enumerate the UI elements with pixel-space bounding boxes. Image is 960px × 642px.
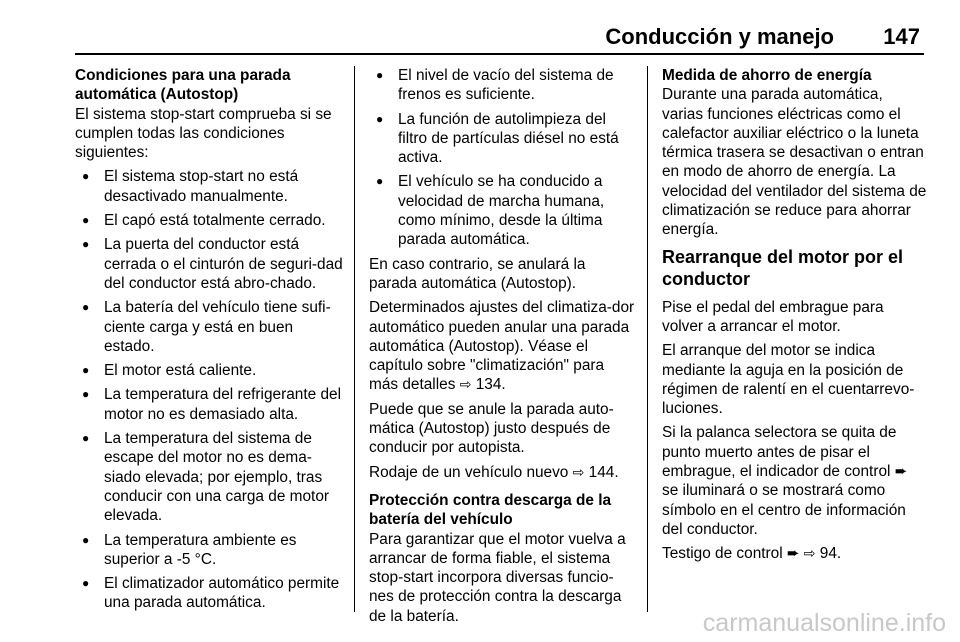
paragraph <box>662 544 927 563</box>
list-item: ● La puerta del conductor está cerrada o el cinturón de seguri-dad del conductor está abro-chado. <box>75 235 345 293</box>
list-item: ● El capó está totalmente cerrado. <box>75 211 345 230</box>
header-rule <box>75 53 924 55</box>
paragraph: El arranque del motor se indica mediante la aguja en la posición de régimen de ralentí en el cuentarrevo-luciones. <box>662 342 915 418</box>
page-header <box>75 22 924 56</box>
autostop-control-indicator-icon: ➨ <box>786 545 800 563</box>
subsection-heading: Rearranque del motor por el conductor <box>662 246 904 289</box>
paragraph <box>369 298 637 394</box>
column-divider <box>354 66 355 612</box>
condition-list <box>75 167 345 612</box>
paragraph <box>369 463 637 482</box>
paragraph: El sistema stop-start comprueba si se cumplen todas las condiciones siguientes: <box>75 105 332 162</box>
paragraph-text: se iluminará o se mostrará como símbolo en el centro de información del conductor. <box>662 482 906 538</box>
paragraph-text: Testigo de control <box>662 545 783 563</box>
column-right <box>662 66 927 569</box>
paragraph-text: Determinados ajustes del climatiza-dor automático pueden anular una parada automática (Autostop). Véase el capítulo sobre "climatización" para más detalles <box>369 299 635 394</box>
condition-list <box>369 66 637 250</box>
page-reference[interactable]: 134. <box>475 376 506 394</box>
paragraph: En caso contrario, se anulará la parada automática (Autostop). <box>369 255 586 292</box>
page-title: Conducción y manejo <box>605 24 834 49</box>
page-reference-arrow-icon: ⇨ <box>803 545 816 562</box>
column-left <box>75 66 345 618</box>
section-heading: Condiciones para una parada automática (Autostop) <box>75 67 291 104</box>
list-item: ● La función de autolimpieza del filtro de partículas diésel no está activa. <box>369 110 637 168</box>
list-item: ● El nivel de vacío del sistema de frenos es suficiente. <box>369 66 637 105</box>
list-item: ● El vehículo se ha conducido a velocidad de marcha humana, como mínimo, desde la última parada automática. <box>369 172 637 249</box>
autostop-control-indicator-icon: ➨ <box>894 463 908 481</box>
list-item: ● La batería del vehículo tiene sufi-ciente carga y está en buen estado. <box>75 298 345 356</box>
page-reference-arrow-icon: ⇨ <box>459 376 472 393</box>
paragraph: Para garantizar que el motor vuelva a arrancar de forma fiable, el sistema stop-start incorpora diversas funcio-nes de protección contra la descarga de la batería. <box>369 530 626 625</box>
page-reference-arrow-icon: ⇨ <box>572 463 585 480</box>
list-item: ● El sistema stop-start no está desactivado manualmente. <box>75 167 345 206</box>
column-divider <box>647 66 648 612</box>
watermark: carmanualsonline.info <box>702 609 946 637</box>
list-item: ● La temperatura del refrigerante del motor no es demasiado alta. <box>75 385 345 424</box>
page-number: 147 <box>883 24 920 49</box>
paragraph: Puede que se anule la parada auto-mática (Autostop) justo después de conducir por autopista. <box>369 400 614 457</box>
paragraph: Pise el pedal del embrague para volver a arrancar el motor. <box>662 298 884 335</box>
list-item: ● El climatizador automático permite una parada automática. <box>75 574 345 613</box>
column-middle <box>369 66 637 631</box>
list-item: ● El motor está caliente. <box>75 361 345 380</box>
paragraph <box>662 423 927 539</box>
paragraph: Durante una parada automática, varias funciones eléctricas como el calefactor auxiliar eléctrico o la luneta térmica trasera se desactivan o entran en modo de ahorro de energía. La velocidad del ventilador del sistema de climatización se reduce para ahorrar energía. <box>662 86 927 239</box>
paragraph-text: Si la palanca selectora se quita de punto muerto antes de pisar el embrague, el indicador de control <box>662 424 897 481</box>
section-heading: Medida de ahorro de energía <box>662 67 872 84</box>
section-heading: Protección contra descarga de la batería del vehículo <box>369 491 612 529</box>
list-item: ● La temperatura del sistema de escape del motor no es dema-siado elevada; por ejemplo, tras conducir con una carga de motor elevada. <box>75 429 345 525</box>
page-reference[interactable]: 144. <box>588 463 619 481</box>
list-item: ● La temperatura ambiente es superior a -5 °C. <box>75 531 345 570</box>
page-reference[interactable]: 94. <box>819 545 842 563</box>
paragraph-text: Rodaje de un vehículo nuevo <box>369 463 569 481</box>
